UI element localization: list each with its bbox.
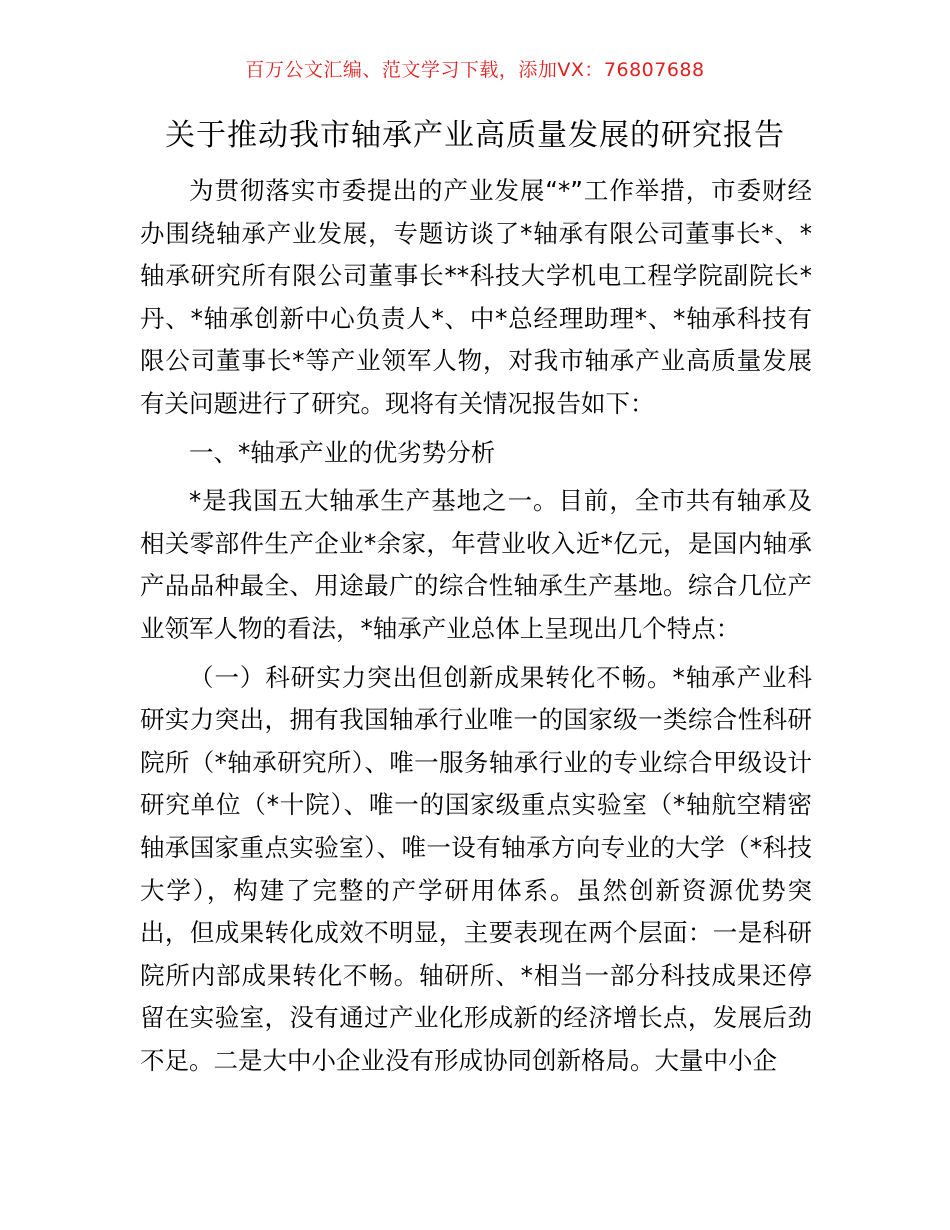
subsection-paragraph: （一）科研实力突出但创新成果转化不畅。*轴承产业科研实力突出，拥有我国轴承行业唯一的国家级一类综合性科研院所（*轴承研究所）、唯一服务轴承行业的专业综合甲级设计研究单位（*十院）、唯一的国家级重点实验室（*轴航空精密轴承国家重点实验室）、唯一设有轴承方向专业的大学（*科技大学），构建了完整的产学研用体系。虽然创新资源优势突出，但成果转化成效不明显，主要表现在两个层面：一是科研院所内部成果转化不畅。轴研所、*相当一部分科技成果还停留在实验室，没有通过产业化形成新的经济增长点，发展后劲不足。二是大中小企业没有形成协同创新格局。大量中小企 <box>140 662 812 1075</box>
watermark-header: 百万公文汇编、范文学习下载，添加VX：76807688 <box>245 59 705 81</box>
overview-paragraph: *是我国五大轴承生产基地之一。目前，全市共有轴承及相关零部件生产企业*余家，年营业收入近*亿元，是国内轴承产品品种最全、用途最广的综合性轴承生产基地。综合几位产业领军人物的看法，*轴承产业总体上呈现出几个特点： <box>140 486 812 643</box>
document-body <box>140 170 812 1082</box>
intro-paragraph: 为贯彻落实市委提出的产业发展“*”工作举措，市委财经办围绕轴承产业发展，专题访谈了*轴承有限公司董事长*、*轴承研究所有限公司董事长**科技大学机电工程学院副院长*丹、*轴承创新中心负责人*、中*总经理助理*、*轴承科技有限公司董事长*等产业领军人物，对我市轴承产业高质量发展有关问题进行了研究。现将有关情况报告如下： <box>140 176 812 418</box>
section-heading: 一、*轴承产业的优劣势分析 <box>189 437 496 467</box>
document-title: 关于推动我市轴承产业高质量发展的研究报告 <box>165 118 785 153</box>
